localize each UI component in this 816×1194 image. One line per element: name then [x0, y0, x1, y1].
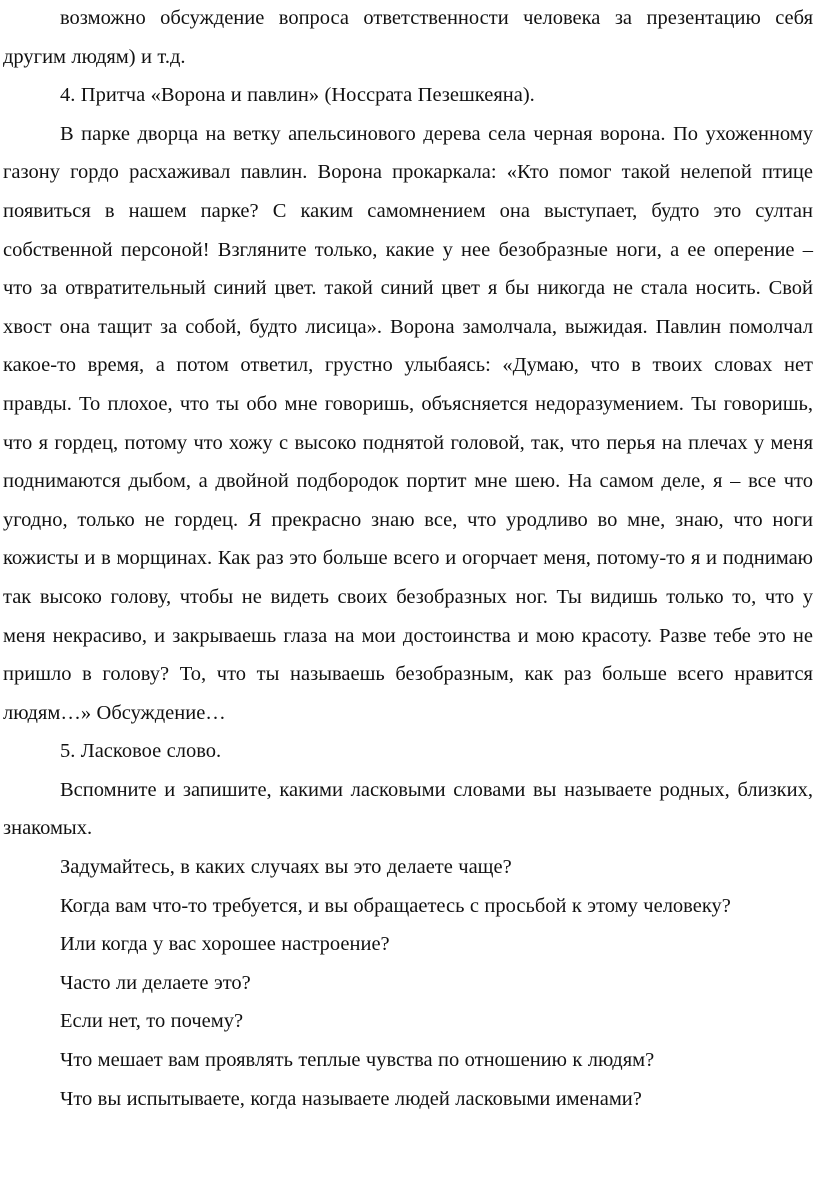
paragraph-parable-text: В парке дворца на ветку апельсинового дерева села черная ворона. По ухоженному газону гордо расхаживал павлин. Ворона прокаркала: «Кто помог такой нелепой птице появиться в нашем парке? С каким самомнением она выступает, будто это султан собственной персоной! Взгляните только, какие у нее безобразные ноги, а ее оперение – что за отвратительный синий цвет. такой синий цвет я бы никогда не стала носить. Свой хвост она тащит за собой, будто лисица». Ворона замолчала, выжидая. Павлин помолчал какое-то время, а потом ответил, грустно улыбаясь: «Думаю, что в твоих словах нет правды. То плохое, что ты обо мне говоришь, объясняется недоразумением. Ты говоришь, что я гордец, потому что хожу с высоко поднятой головой, так, что перья на плечах у меня поднимаются дыбом, а двойной подбородок портит мне шею. На самом деле, я – все что угодно, только не гордец. Я прекрасно знаю все, что уродливо во мне, знаю, что ноги кожисты и в морщинах. Как раз это больше всего и огорчает меня, потому-то я и поднимаю так высоко голову, чтобы не видеть своих безобразных ног. Ты видишь только то, что у меня некрасиво, и закрываешь глаза на мои достоинства и мою красоту. Разве тебе это не пришло в голову? То, что ты называешь безобразным, как раз больше всего нравится людям…» Обсуждение… [3, 122, 813, 724]
question-5: Если нет, то почему? [60, 1010, 244, 1033]
question-2: Когда вам что-то требуется, и вы обращаетесь с просьбой к этому человеку? [60, 894, 731, 917]
question-4: Часто ли делаете это? [60, 971, 251, 994]
paragraph-task: Вспомните и запишите, какими ласковыми словами вы называете родных, близких, знакомых. [3, 778, 813, 840]
heading-kind-word: 5. Ласковое слово. [60, 740, 222, 763]
question-1: Задумайтесь, в каких случаях вы это делаете чаще? [60, 856, 512, 879]
question-6: Что мешает вам проявлять теплые чувства по отношению к людям? [60, 1049, 655, 1072]
question-7: Что вы испытываете, когда называете людей ласковыми именами? [60, 1087, 642, 1110]
heading-parable: 4. Притча «Ворона и павлин» (Носсрата Пезешкеяна). [60, 84, 535, 107]
paragraph-continuation: возможно обсуждение вопроса ответственности человека за презентацию себя другим людям) и т.д. [3, 7, 813, 68]
document-body [3, 0, 813, 1118]
question-3: Или когда у вас хорошее настроение? [60, 933, 390, 956]
